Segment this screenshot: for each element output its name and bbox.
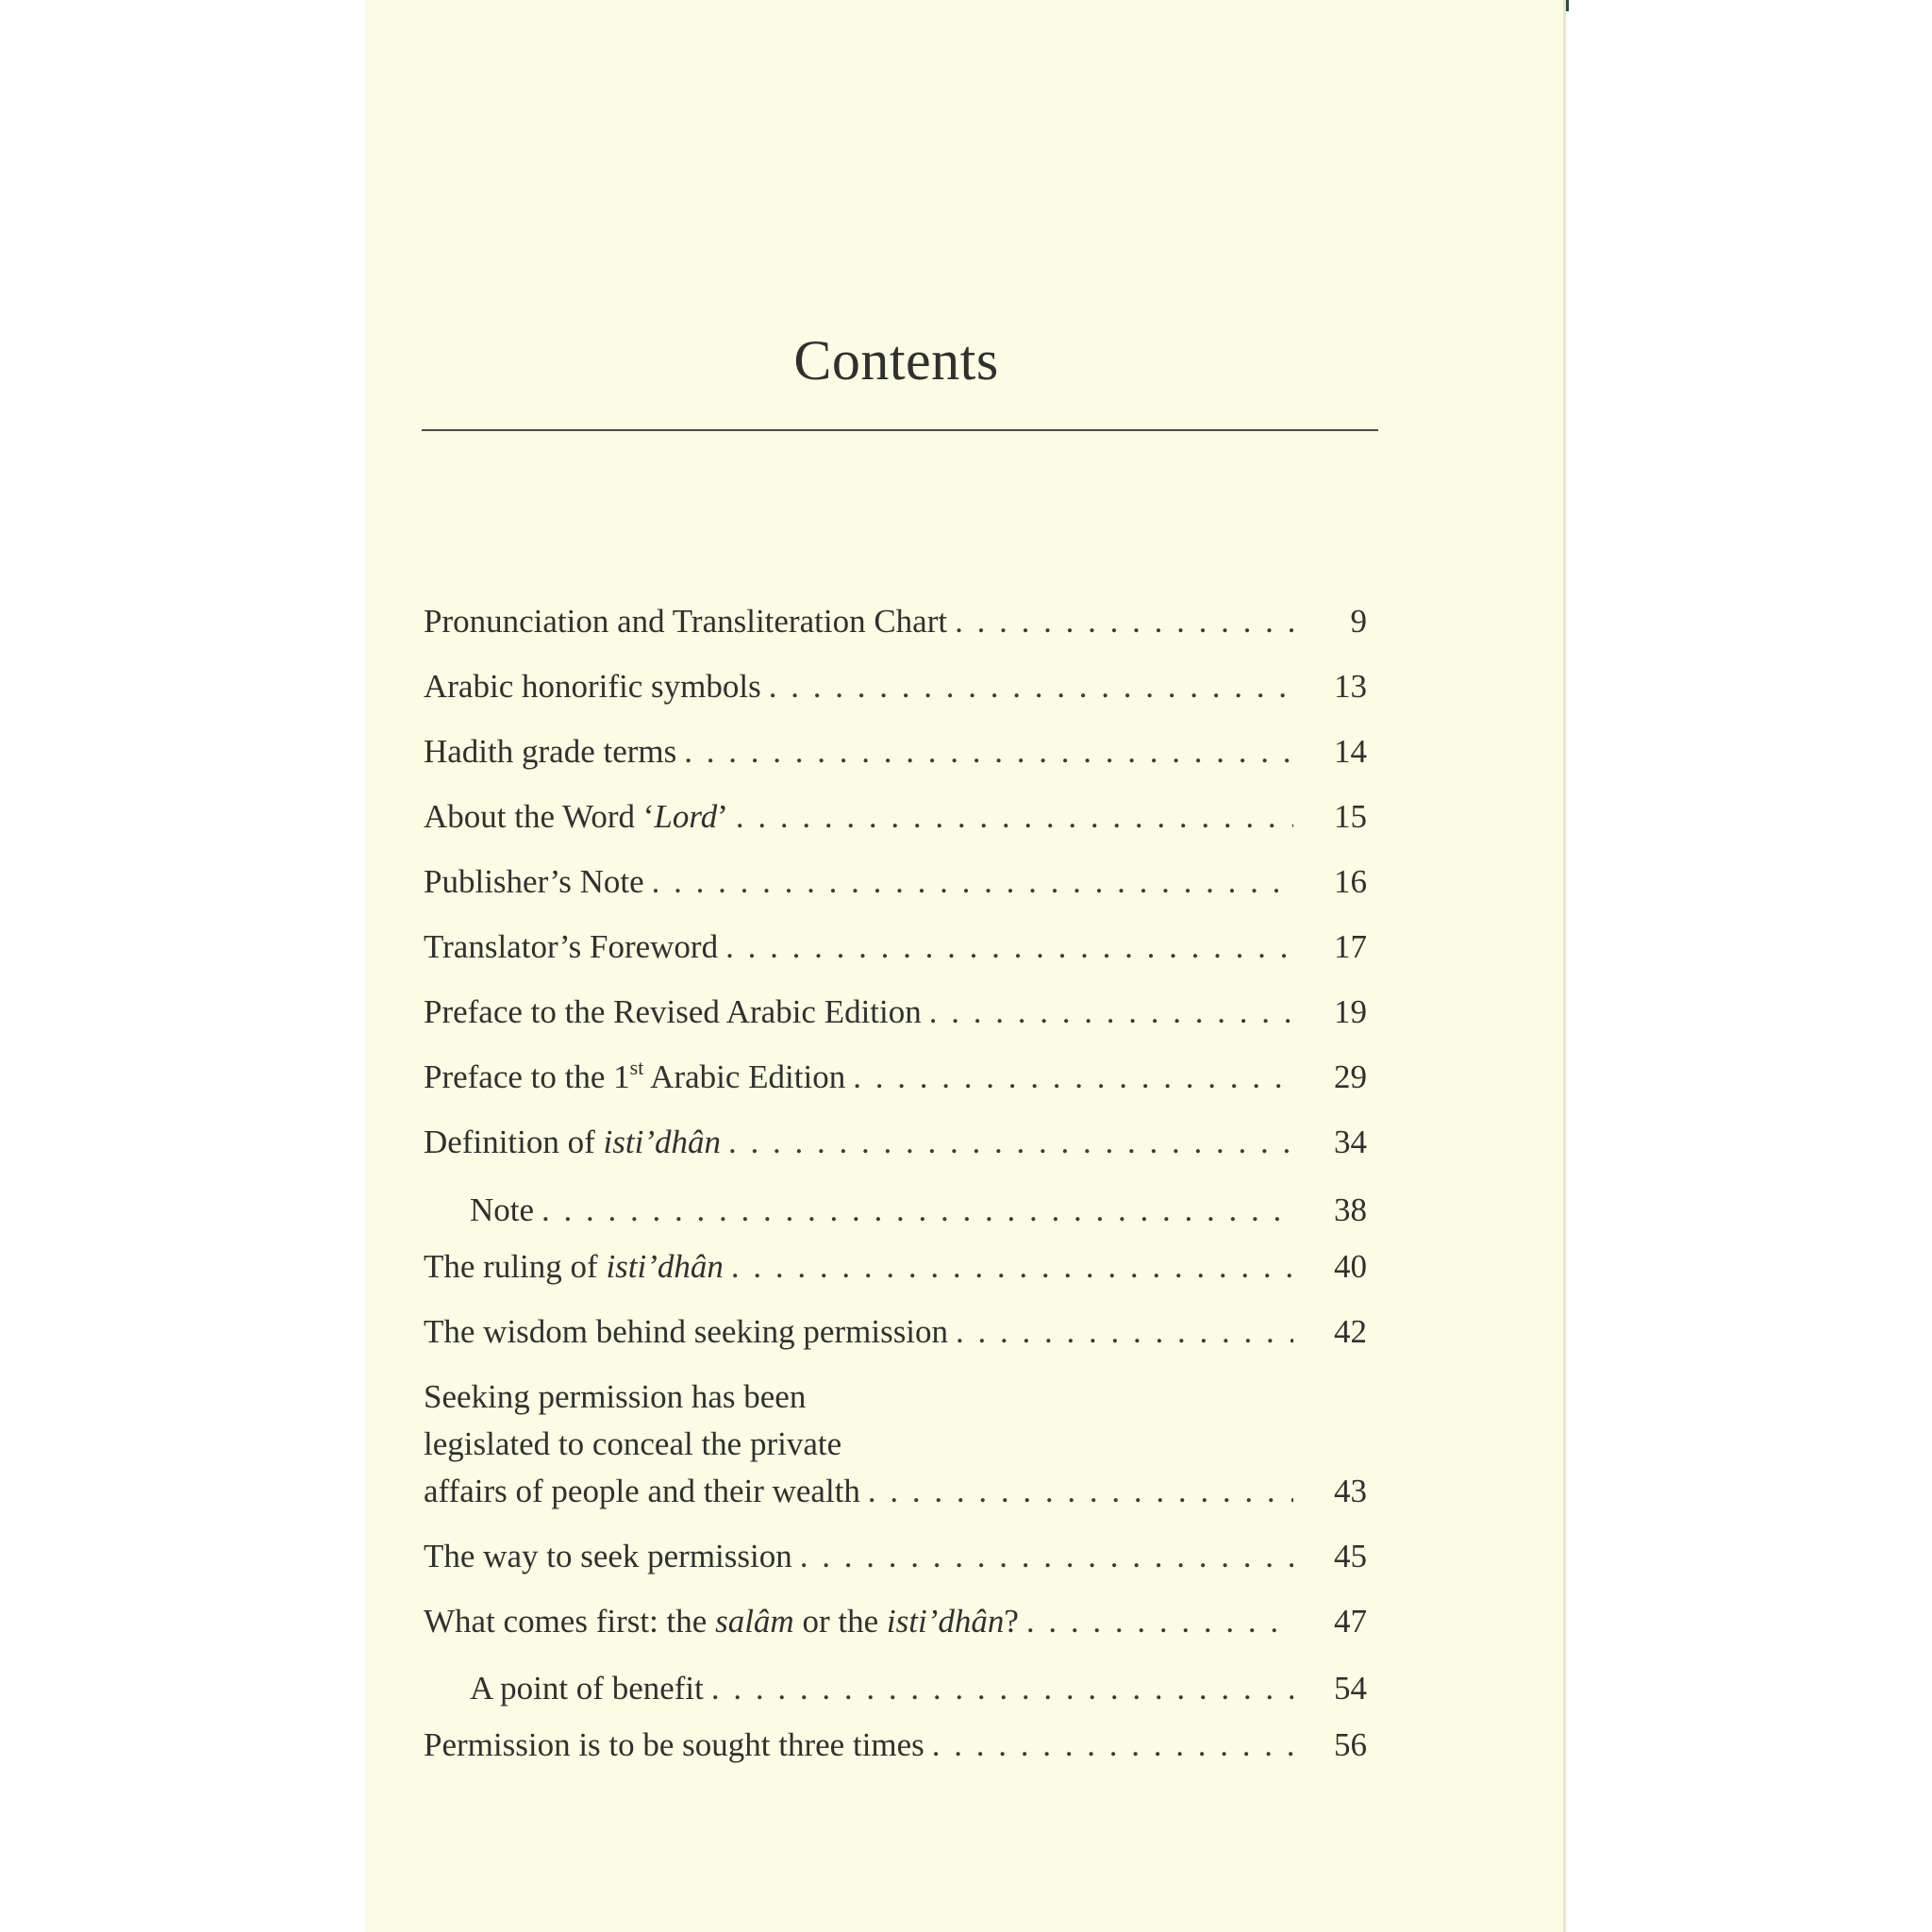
dot-leader: [956, 1308, 1293, 1356]
toc-entry-label: Pronunciation and Transliteration Chart: [424, 603, 948, 640]
toc-entry-label: Note: [470, 1191, 535, 1228]
toc-entry-label-line: Seeking permission has been: [424, 1378, 807, 1415]
toc-entry-label: [424, 1598, 1019, 1645]
toc-entry-wisdom-permission: [424, 1308, 1367, 1356]
toc-page-number: 29: [1334, 1058, 1367, 1095]
toc-entry-hadith-grade-terms: [424, 728, 1367, 775]
toc-entry-word-lord: [424, 793, 1367, 841]
dot-leader: [684, 728, 1293, 775]
label-text: About the Word ‘: [424, 798, 655, 835]
toc-page-number: 54: [1334, 1670, 1367, 1707]
dot-leader: [769, 663, 1293, 710]
toc-entry-label: Preface to the Revised Arabic Edition: [424, 993, 922, 1030]
label-italic: salâm: [715, 1603, 794, 1640]
toc-page-number: 9: [1350, 603, 1367, 640]
toc-entry-label: Arabic honorific symbols: [424, 668, 761, 705]
toc-entry-label: The wisdom behind seeking permission: [424, 1313, 949, 1350]
toc-entry-conceal-private-affairs: [424, 1374, 1367, 1515]
dot-leader: [853, 1054, 1293, 1101]
dot-leader: [800, 1533, 1293, 1580]
label-italic: isti’dhân: [886, 1603, 1005, 1640]
dot-leader: [652, 858, 1293, 906]
label-text: What comes first: the: [424, 1603, 716, 1640]
toc-entry-pronunciation-chart: [424, 598, 1367, 645]
toc-page-number: 45: [1334, 1538, 1367, 1574]
toc-entry-publishers-note: [424, 858, 1367, 906]
toc-entry-label: Translator’s Foreword: [424, 928, 719, 965]
label-text: ?: [1004, 1603, 1019, 1640]
toc-entry-label: Hadith grade terms: [424, 733, 677, 770]
toc-entry-translators-foreword: [424, 924, 1367, 971]
dot-leader: [728, 1119, 1293, 1166]
toc-page-number: 42: [1334, 1313, 1367, 1350]
toc-entry-label: affairs of people and their wealth: [424, 1473, 860, 1509]
toc-entry-definition-istidhan: [424, 1119, 1367, 1166]
label-text: Preface to the 1: [424, 1058, 630, 1095]
toc-entry-honorific-symbols: [424, 663, 1367, 710]
toc-entry-salam-or-istidhan: [424, 1598, 1367, 1645]
label-superscript: st: [629, 1056, 644, 1079]
dot-leader: [868, 1468, 1293, 1515]
toc-page-number: 14: [1334, 733, 1367, 770]
toc-entry-point-of-benefit: [470, 1665, 1367, 1712]
toc-page-number: 40: [1334, 1248, 1367, 1285]
dot-leader: [932, 1722, 1293, 1769]
toc-entry-label: A point of benefit: [470, 1670, 704, 1707]
label-text: ’: [717, 798, 728, 835]
label-italic: isti’dhân: [603, 1124, 721, 1160]
label-text: The ruling of: [424, 1248, 607, 1285]
dot-leader: [711, 1665, 1293, 1712]
dot-leader: [955, 598, 1293, 645]
toc-page-number: 38: [1334, 1191, 1367, 1228]
dot-leader: [929, 989, 1293, 1036]
toc-page-number: 34: [1334, 1124, 1367, 1160]
toc-entry-label: Publisher’s Note: [424, 863, 644, 900]
toc-entry-label: [424, 1119, 721, 1166]
toc-entry-three-times: [424, 1722, 1367, 1769]
toc-entry-preface-first-edition: [424, 1054, 1367, 1101]
dot-leader: [731, 1243, 1293, 1291]
toc-entry-label: Permission is to be sought three times: [424, 1726, 924, 1763]
toc-page-number: 56: [1334, 1726, 1367, 1763]
toc-page-number: 17: [1334, 928, 1367, 965]
toc-entry-label-line: legislated to conceal the private: [424, 1425, 842, 1462]
toc-entry-label: [424, 1243, 724, 1291]
toc-page-number: 15: [1334, 798, 1367, 835]
label-italic: isti’dhân: [606, 1248, 724, 1285]
toc-entry-ruling-istidhan: [424, 1243, 1367, 1291]
label-italic: Lord: [654, 798, 718, 835]
toc-entry-note: [470, 1187, 1367, 1234]
toc-page-number: 19: [1334, 993, 1367, 1030]
toc-entry-label: [424, 1054, 845, 1101]
toc-entry-way-to-seek-permission: [424, 1533, 1367, 1580]
toc-page-number: 43: [1334, 1473, 1367, 1509]
label-text: or the: [793, 1603, 887, 1640]
label-text: Arabic Edition: [643, 1058, 846, 1095]
dot-leader: [1026, 1598, 1293, 1645]
dot-leader: [541, 1187, 1293, 1234]
label-text: Definition of: [424, 1124, 604, 1160]
toc-page-number: 16: [1334, 863, 1367, 900]
page-title: Contents: [793, 329, 999, 391]
dot-leader: [725, 924, 1293, 971]
toc-page-number: 47: [1334, 1603, 1367, 1640]
toc-entry-label: The way to seek permission: [424, 1538, 792, 1574]
dot-leader: [736, 793, 1293, 841]
toc-page-number: 13: [1334, 668, 1367, 705]
toc-entry-label: [424, 793, 728, 841]
toc-entry-preface-revised-edition: [424, 989, 1367, 1036]
